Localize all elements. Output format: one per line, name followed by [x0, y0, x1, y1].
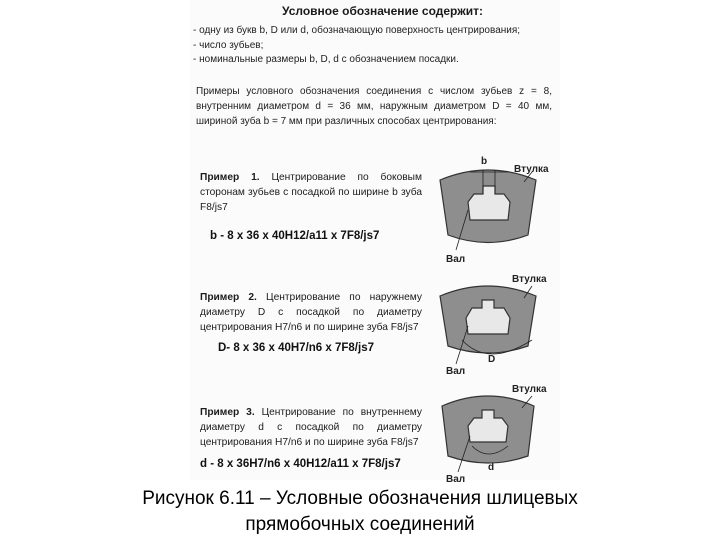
section-title: Условное обозначение содержит:: [282, 4, 483, 18]
example-2-heading: Пример 2.: [200, 292, 257, 303]
fig-2-dim-label: D: [488, 354, 496, 365]
fig-1-dim-label: b: [481, 156, 488, 167]
example-2-description: Центрирование по наружнему диаметру D с посадкой по диаметру центрирования H7/n6 и по ширине зуба F8/js7: [200, 292, 422, 333]
example-2-formula: D- 8 x 36 x 40H7/n6 x 7F8/js7: [218, 342, 374, 354]
fig-1-bush-label: Втулка: [514, 164, 549, 175]
figure-caption: [40, 486, 680, 538]
list-item: - номинальные размеры b, D, d с обозначением посадки.: [193, 54, 459, 65]
contents-list: [193, 24, 520, 68]
example-1-formula: b - 8 x 36 x 40H12/a11 x 7F8/js7: [210, 230, 380, 242]
caption-line-1: Рисунок 6.11 – Условные обозначения шлицевых: [142, 488, 578, 509]
fig-2-bush-label: Втулка: [512, 274, 547, 285]
example-3-text: [200, 405, 422, 450]
caption-line-2: прямобочных соединений: [245, 514, 475, 535]
spline-figure-1: [428, 150, 558, 268]
example-1-heading: Пример 1.: [200, 172, 260, 183]
fig-3-dim-label: d: [488, 462, 495, 473]
example-1-text: [200, 170, 422, 215]
list-item: - число зубьев;: [193, 39, 264, 51]
spline-figure-2: [428, 268, 558, 380]
spline-figure-3: [428, 380, 558, 486]
fig-2-shaft-label: Вал: [446, 366, 466, 377]
example-2-text: [200, 290, 422, 335]
fig-3-shaft-label: Вал: [446, 474, 466, 485]
list-item: - одну из букв b, D или d, обозначающую поверхность центрирования;: [193, 25, 521, 36]
example-1-description: Центрирование по боковым сторонам зубьев с посадкой по ширине b зуба F8/js7: [200, 172, 423, 213]
example-3-formula: d - 8 x 36H7/n6 x 40H12/a11 x 7F8/js7: [200, 458, 401, 470]
fig-1-shaft-label: Вал: [446, 254, 466, 265]
fig-3-bush-label: Втулка: [512, 384, 547, 395]
intro-paragraph: Примеры условного обозначения соединения с числом зубьев z = 8, внутренним диаметром d = 36 мм, наружным диаметром D = 40 мм, шириной зуба b = 7 мм при различных способах центрирования:: [196, 86, 552, 127]
example-3-heading: Пример 3.: [200, 407, 255, 418]
example-3-description: Центрирование по внутреннему диаметру d с посадкой по диаметру центрирования H7/n6 и по ширине зуба F8/js7: [200, 407, 422, 448]
